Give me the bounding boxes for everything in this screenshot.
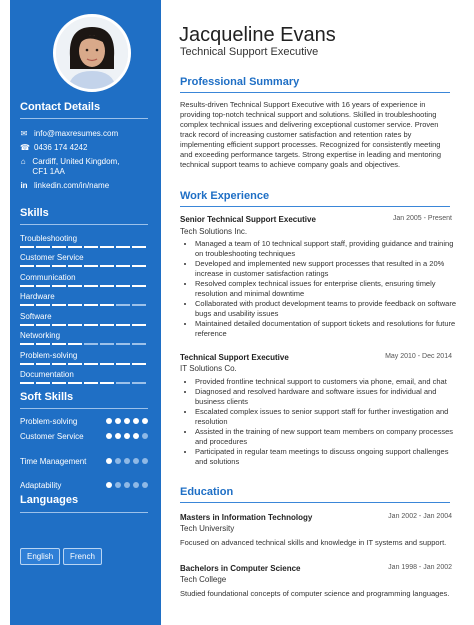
skill-bar-segment [116,285,130,287]
skill-bar-segment [132,285,146,287]
job-dates: May 2010 - Dec 2014 [385,353,452,360]
rating-dot [124,418,130,424]
skill-item [20,370,148,384]
language-pill: English [20,548,60,565]
education-divider [180,502,450,503]
soft-skill-item [20,481,148,491]
skill-bar [20,246,148,248]
soft-skill-label: Customer Service [20,432,84,441]
skill-bar-segment [84,382,98,384]
soft-skill-rating [106,482,148,488]
skill-bar-segment [132,324,146,326]
skill-bar-segment [20,324,34,326]
skill-bar-segment [68,285,82,287]
skill-bar-segment [36,246,50,248]
skill-bar-segment [20,265,34,267]
linkedin-icon: in [20,181,28,190]
skill-bar-segment [100,363,114,365]
rating-dot [115,458,121,464]
job-bullet: • Managed a team of 10 technical support staff, providing guidance and training on troubleshooting techniques [195,239,460,259]
skill-bar-segment [132,363,146,365]
job-bullet: • Collaborated with product development teams to provide feedback on software bugs and usability issues [195,299,460,319]
skill-bar-segment [116,382,130,384]
skill-bar-segment [116,343,130,345]
summary-divider [180,92,450,93]
skill-bar-segment [84,265,98,267]
soft-skills-divider [20,408,148,409]
skill-bar-segment [52,363,66,365]
skill-bar-segment [116,363,130,365]
skill-bar-segment [68,246,82,248]
soft-skill-label: Adaptability [20,481,62,490]
contact-address [20,157,130,177]
summary-heading: Professional Summary [180,76,300,88]
rating-dot [133,418,139,424]
contact-linkedin[interactable] [20,181,109,191]
skill-bar-segment [100,285,114,287]
skills-heading: Skills [20,207,49,219]
skill-item [20,234,148,248]
rating-dot [142,418,148,424]
skill-bar-segment [84,324,98,326]
skill-bar-segment [20,382,34,384]
skill-item [20,312,148,326]
soft-skill-rating [106,418,148,424]
skill-bar-segment [84,304,98,306]
skill-item [20,331,148,345]
contact-divider [20,118,148,119]
skill-bar-segment [116,304,130,306]
rating-dot [115,433,121,439]
skill-bar-segment [68,324,82,326]
education-degree: Masters in Information Technology [180,513,313,522]
skill-bar-segment [100,246,114,248]
skill-bar-segment [132,382,146,384]
skill-bar-segment [84,363,98,365]
skill-bar-segment [100,265,114,267]
skill-bar [20,265,148,267]
contact-address-text: Cardiff, United Kingdom, CF1 1AA [32,157,120,176]
job-dates: Jan 2005 - Present [392,215,452,222]
skill-bar-segment [36,324,50,326]
skill-bar-segment [100,324,114,326]
language-pill: French [63,548,102,565]
skill-bar-segment [36,265,50,267]
skill-bar [20,343,148,345]
skill-bar-segment [36,304,50,306]
sidebar [10,0,161,625]
experience-divider [180,206,450,207]
contact-email-text: info@maxresumes.com [34,129,119,138]
skill-bar-segment [84,246,98,248]
skill-bar-segment [68,343,82,345]
job-bullet: • Developed and implemented new support processes that resulted in a 20% increase in customer satisfaction ratings [195,259,460,279]
job-bullet: • Assisted in the training of new support team members on company processes and procedures [195,427,460,447]
skill-bar-segment [36,382,50,384]
skill-bar-segment [52,304,66,306]
education-heading: Education [180,486,234,498]
job-title: Technical Support Executive [180,353,289,362]
skill-bar-segment [132,265,146,267]
skill-bar [20,304,148,306]
skill-label: Documentation [20,370,74,379]
skill-bar-segment [20,304,34,306]
skill-bar-segment [20,285,34,287]
skill-bar-segment [100,304,114,306]
contact-linkedin-text: linkedin.com/in/name [34,181,110,190]
skill-item [20,351,148,365]
skill-bar [20,363,148,365]
rating-dot [106,418,112,424]
skill-bar-segment [100,382,114,384]
soft-skill-label: Problem-solving [20,417,78,426]
skill-bar-segment [52,324,66,326]
skill-bar-segment [52,246,66,248]
skill-bar-segment [116,265,130,267]
skill-bar-segment [20,246,34,248]
rating-dot [115,482,121,488]
profile-photo [53,14,131,92]
job-company: IT Solutions Co. [180,364,237,373]
skill-label: Troubleshooting [20,234,78,243]
soft-skill-item [20,417,148,427]
skill-bar-segment [84,285,98,287]
summary-text: Results-driven Technical Support Executive with 16 years of experience in providing top-notch technical support and solutions. Skilled in troubleshooting complex technical issues and delivering exceptional customer service. Proven track record of increasing customer satisfaction and retention rates by implementing efficient support processes. Recognized for consistently meeting and exceeding performance targets. Strong expertise in leading and mentoring technical support teams to achieve company goals and objectives. [180,100,441,169]
skill-bar-segment [36,363,50,365]
skill-item [20,253,148,267]
job-bullet: • Resolved complex technical issues for enterprise clients, ensuring timely resolution and minimal downtime [195,279,460,299]
contact-heading: Contact Details [20,101,101,113]
job-bullet: • Diagnosed and resolved hardware and software issues for individual and business clients [195,387,460,407]
education-dates: Jan 2002 - Jan 2004 [388,513,452,520]
rating-dot [133,482,139,488]
skill-bar [20,324,148,326]
skill-bar-segment [84,343,98,345]
rating-dot [142,433,148,439]
skill-bar-segment [52,265,66,267]
skill-bar-segment [68,265,82,267]
skill-item [20,273,148,287]
skill-bar-segment [52,382,66,384]
soft-skills-heading: Soft Skills [20,391,74,403]
skill-bar-segment [132,246,146,248]
job-bullet: • Escalated complex issues to senior support staff for further investigation and resolution [195,407,460,427]
contact-phone-text: 0436 174 4242 [34,143,88,152]
candidate-title: Technical Support Executive [180,46,319,58]
skill-label: Networking [20,331,61,340]
job-company: Tech Solutions Inc. [180,227,248,236]
skill-bar-segment [68,304,82,306]
skill-label: Problem-solving [20,351,78,360]
job-title: Senior Technical Support Executive [180,215,316,224]
rating-dot [106,482,112,488]
rating-dot [106,433,112,439]
experience-heading: Work Experience [180,190,270,202]
skill-bar-segment [116,246,130,248]
soft-skill-label: Time Management [20,457,87,466]
rating-dot [133,458,139,464]
skill-bar-segment [100,343,114,345]
job-bullets [185,239,460,339]
skill-bar-segment [68,382,82,384]
skill-bar-segment [20,363,34,365]
education-description: Studied foundational concepts of computer science and programming languages. [180,589,450,598]
skill-bar-segment [132,343,146,345]
soft-skill-item [20,457,148,467]
rating-dot [124,458,130,464]
skill-label: Software [20,312,52,321]
phone-icon: ☎ [20,143,30,152]
languages-divider [20,512,148,513]
education-degree: Bachelors in Computer Science [180,564,301,573]
education-school: Tech College [180,575,227,584]
skill-bar [20,382,148,384]
job-bullet: • Provided frontline technical support to customers via phone, email, and chat [195,377,460,387]
job-bullet: • Participated in regular team meetings to discuss ongoing support challenges and solutions [195,447,460,467]
job-bullets [185,377,460,467]
skill-bar-segment [20,343,34,345]
skill-bar-segment [52,343,66,345]
education-description: Focused on advanced technical skills and knowledge in IT systems and support. [180,538,447,547]
education-dates: Jan 1998 - Jan 2002 [388,564,452,571]
skills-divider [20,224,148,225]
rating-dot [142,482,148,488]
home-icon: ⌂ [20,157,26,166]
contact-phone [20,143,87,153]
skill-bar-segment [132,304,146,306]
rating-dot [124,482,130,488]
languages-heading: Languages [20,494,79,506]
skill-bar-segment [68,363,82,365]
skill-bar-segment [36,285,50,287]
contact-email[interactable] [20,129,118,139]
skill-label: Hardware [20,292,55,301]
soft-skill-rating [106,458,148,464]
skill-bar [20,285,148,287]
skill-label: Customer Service [20,253,84,262]
rating-dot [115,418,121,424]
skill-bar-segment [116,324,130,326]
soft-skill-rating [106,433,148,439]
education-school: Tech University [180,524,235,533]
skill-bar-segment [36,343,50,345]
skill-bar-segment [52,285,66,287]
rating-dot [142,458,148,464]
envelope-icon: ✉ [20,129,28,138]
skill-label: Communication [20,273,76,282]
rating-dot [106,458,112,464]
soft-skill-item [20,432,148,442]
rating-dot [124,433,130,439]
job-bullet: • Maintained detailed documentation of support tickets and resolutions for future reference [195,319,460,339]
skill-item [20,292,148,306]
rating-dot [133,433,139,439]
candidate-name: Jacqueline Evans [179,24,336,46]
